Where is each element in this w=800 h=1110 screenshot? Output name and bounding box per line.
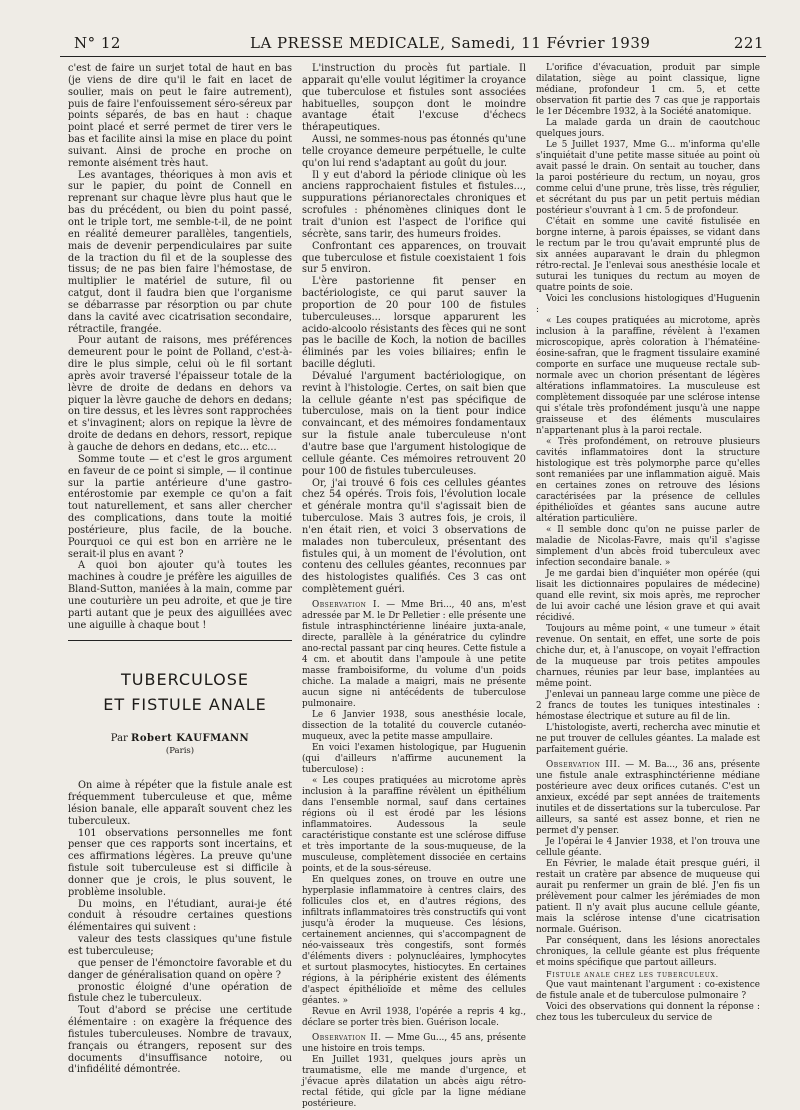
paragraph: Tout d'abord se précise une certitude élémentaire : on exagère la fréquence des fistules tuberculeuses. Nombre de travaux, français ou étrangers, reposent sur des documents d'insuffisance notoire, ou d'infidélité démontrée. xyxy=(68,1005,292,1076)
observation-text: — M. Ba..., 36 ans, présente une fistule anale extrasphinctérienne médiane postérieure avec deux orifices cutanés. C'est un anxieux, excédé par sept années de traitements inutiles et de dissertations sur la tuberculose. Par ailleurs, sa santé est assez bonne, et rien ne permet d'y penser. xyxy=(536,760,761,836)
paragraph: On aime à répéter que la fistule anale est fréquemment tuberculeuse et que, même lésion banale, elle apparaît souvent chez les tuberculeux. xyxy=(68,780,292,827)
paragraph: Confrontant ces apparences, on trouvait que tuberculose et fistule coexistaient 1 fois sur 5 environ. xyxy=(302,240,526,276)
observation-2 xyxy=(302,1033,526,1110)
paragraph: Somme toute — et c'est le gros argument en faveur de ce point si simple, — il continue sur la partie antérieure d'une gastro-entérostomie par exemple ce qu'on a fait tout naturellement, et sans aller chercher des complications, dans toute la moitié postérieure, plus facile, de la bouche. Pourquoi ce qui est bon en arrière ne le serait-il plus en avant ? xyxy=(68,453,292,560)
paragraph: L'histologiste, averti, rechercha avec minutie et ne put trouver de cellules géantes. La malade est parfaitement guérie. xyxy=(536,723,760,755)
observation-heading: Observation I. xyxy=(312,599,381,610)
paragraph: L'orifice d'évacuation, produit par simple dilatation, siège au point classique, ligne médiane, profondeur 1 cm. 5, et cette observation fit partie des 7 cas que je rapportais le 1er Décembre 1932, à la Société anatomique. xyxy=(536,63,760,117)
paragraph: Je me gardai bien d'inquiéter mon opérée (qui lisait les dictionnaires populaires de médecine) quand elle revint, six mois après, me reprocher de lui avoir caché une lésion grave et qui avait récidivé. xyxy=(536,569,760,623)
paragraph: Je l'opérai le 4 Janvier 1938, et l'on trouva une cellule géante. xyxy=(536,837,760,858)
column-left xyxy=(68,63,292,1076)
paragraph: La malade garda un drain de caoutchouc quelques jours. xyxy=(536,118,760,139)
observation-paragraph xyxy=(302,1033,526,1055)
paragraph: En Juillet 1931, quelques jours après un traumatisme, elle me mande d'urgence, et j'évacue après dilatation un abcès aigu rétro-rectal fétide, qui gîcle par la ligne médiane postérieure. xyxy=(302,1054,526,1109)
journal-title-date: LA PRESSE MEDICALE, Samedi, 11 Février 1939 xyxy=(250,34,651,52)
paragraph: 101 observations personnelles me font penser que ces rapports sont incertains, et ces affirmations légères. La preuve qu'une fistule soit tuberculeuse est si difficile à donner que je crois, le plus souvent, le problème insoluble. xyxy=(68,827,292,898)
paragraph: Le 5 Juillet 1937, Mme G... m'informa qu'elle s'inquiétait d'une petite masse située au point où avait passé le drain. On sentait au toucher, dans la paroi postérieure du rectum, un noyau, gros comme celui d'une prune, très lisse, très régulier, et sécrétant du pus par un petit pertuis médian postérieur s'ouvrant à 1 cm. 5 de profondeur. xyxy=(536,140,760,216)
paragraph: Aussi, ne sommes-nous pas étonnés qu'une telle croyance demeure perpétuelle, le culte qu'on lui rend s'adaptant au goût du jour. xyxy=(302,134,526,169)
observation-heading: Observation III. xyxy=(546,760,621,770)
paragraph: En voici l'examen histologique, par Huguenin (qui d'ailleurs n'affirme aucunement la tuberculose) : xyxy=(302,742,526,775)
author-affiliation: (Paris) xyxy=(165,746,195,757)
paragraph: Que vaut maintenant l'argument : co-existence de fistule anale et de tuberculose pulmonaire ? xyxy=(536,980,760,1001)
paragraph: C'était en somme une cavité fistulisée en borgne interne, à parois épaisses, se vidant dans le rectum par le trou qu'avait emprunté plus de six années auparavant le drain du phlegmon rétro-rectal. Je l'enlevai sous anesthésie locale et suturai les tuniques du rectum au moyen de quatre points de soie. xyxy=(536,217,760,293)
issue-number: N° 12 xyxy=(74,34,121,52)
observation-text: — Mme Gu..., 45 ans, présente une histoire en trois temps. xyxy=(302,1032,527,1054)
paragraph: Il y eut d'abord la période clinique où les anciens rapprochaient fistules et fistules..., suppurations périanorectales chroniques et scrofules : phénomènes cliniques dont le trait d'union est l'aspect de l'orifice qui sécrète, sans tarir, des humeurs froides. xyxy=(302,169,526,240)
column-right xyxy=(536,63,760,1063)
paragraph: Par conséquent, dans les lésions anorectales chroniques, la cellule géante est plus fréquente et moins spécifique que partout ailleurs. xyxy=(536,936,760,968)
paragraph: L'instruction du procès fut partiale. Il apparait qu'elle voulut légitimer la croyance que tuberculose et fistules sont associées habituelles, soupçon dont le moindre avantage était l'excuse d'échecs thérapeutiques. xyxy=(302,63,526,134)
paragraph: En quelques zones, on trouve en outre une hyperplasie inflammatoire à centres clairs, des follicules clos et, en d'autres régions, des infiltrats inflammatoires très constructifs qui vont jusqu'à éroder la muqueuse. Ces lésions, certainement anciennes, qui s'accompagnent de néo-vaisseaux très congestifs, sont formés d'éléments divers : polynucléaires, lymphocytes et surtout plasmocytes, histiocytes. En certaines régions, à la périphérie existent des éléments d'aspect épithélioïde et même des cellules géantes. » xyxy=(302,874,526,1006)
section-heading: Fistule anale chez les tuberculeux. xyxy=(546,970,720,979)
article-title-line-1: TUBERCULOSE xyxy=(121,669,249,689)
paragraph: c'est de faire un surjet total de haut en bas (je viens de dire qu'il le fait en lacet de soulier, mais on peut le faire autrement), puis de faire l'enfouissement séro-séreux par points séparés, de bas en haut : chaque point placé et serré permet de tirer vers le bas et facilite ainsi la mise en place du point suivant. Ainsi de proche en proche on remonte aisément très haut. xyxy=(68,63,292,169)
paragraph: Pour autant de raisons, mes préférences demeurent pour le point de Polland, c'est-à-dire le plus simple, celui où le fil sortant après avoir traversé l'épaisseur totale de la lèvre de droite de dedans en dehors va piquer la lèvre gauche de dehors en dedans; on tire dessus, et les lèvres sont rapprochées et s'invaginent; alors on repique la lèvre de droite de dedans en dehors, ressort, repique à gauche de dehors en dedans, etc... etc... xyxy=(68,335,292,453)
paragraph: L'ère pastorienne fit penser en bactériologiste, ce qui parut sauver la proportion de 20 pour 100 de fistules tuberculeuses... lorsque apparurent les acido-alcoolo résistants des fèces qui ne sont pas le bacille de Koch, la notion de bacilles éliminés par les voies biliaires; enfin le bacille dégluti. xyxy=(302,276,526,371)
paragraph: pronostic éloigné d'une opération de fistule chez le tuberculeux. xyxy=(68,981,292,1005)
column-middle xyxy=(302,63,527,1109)
paragraph: Voici des observations qui donnent la réponse : chez tous les tuberculeux du service de xyxy=(536,1002,760,1023)
byline xyxy=(68,733,292,745)
observation-heading: Observation II. xyxy=(312,1032,382,1043)
paragraph: valeur des tests classiques qu'une fistule est tuberculeuse; xyxy=(68,934,292,957)
paragraph: J'enlevai un panneau large comme une pièce de 2 francs de toutes les tuniques intestinales : hémostase électrique et suture au fil de lin. xyxy=(536,690,760,722)
paragraph: Or, j'ai trouvé 6 fois ces cellules géantes chez 54 opérés. Trois fois, l'évolution locale et générale montra qu'il s'agissait bien de tuberculose. Mais 3 autres fois, je crois, il n'en était rien, et voici 3 observations de malades non tuberculeux, présentant des fistules qui, à un moment de l'évolution, ont contenu des cellules géantes, reconnues par des histologistes qualifiés. Ces 3 cas ont complètement guéri. xyxy=(302,477,526,596)
byline-par: Par xyxy=(110,732,128,744)
paragraph: Le 6 Janvier 1938, sous anesthésie locale, dissection de la totalité du couvercle cutanéo-muqueux, avec la petite masse ampullaire. xyxy=(302,709,526,742)
paragraph: « Très profondément, on retrouve plusieurs cavités inflammatoires dont la structure histologique est très polymorphe parce qu'elles sont remaniées par une inflammation aiguë. Mais en certaines zones on retrouve des lésions caractérisées par la présence de cellules épithélioïdes et géantes sans aucune autre altération particulière. xyxy=(536,437,760,524)
paragraph: « Il semble donc qu'on ne puisse parler de maladie de Nicolas-Favre, mais qu'il s'agisse simplement d'un abcès froid tuberculeux avec infection secondaire banale. » xyxy=(536,525,760,568)
paragraph: Toujours au même point, « une tumeur » était revenue. On sentait, en effet, une sorte de pois chiche dur, et, à l'anuscope, on voyait l'effraction de la muqueuse par trois petites ampoules charnues, réunies par leur base, implantées au même point. xyxy=(536,624,760,689)
observation-1 xyxy=(302,600,526,1029)
paragraph: Revue en Avril 1938, l'opérée a repris 4 kg., déclare se porter très bien. Guérison locale. xyxy=(302,1006,526,1028)
observation-text: — Mme Bri..., 40 ans, m'est adressée par M. le Dr Pelletier : elle présente une fistule intrasphinctérienne linéaire juxta-anale, directe, parallèle à la génératrice du cylindre ano-rectal passant par cinq heures. Cette fistule a 4 cm. et aboutit dans l'ampoule à une petite masse framboisiforme, du volume d'un poids chiche. La malade a maigri, mais ne présente aucun signe ni antécédents de tuberculose pulmonaire. xyxy=(302,599,526,709)
author-name: Robert KAUFMANN xyxy=(131,732,250,744)
article-divider xyxy=(68,640,292,641)
paragraph: « Les coupes pratiquées au microtome, après inclusion à la paraffine, révèlent à l'examen microscopique, après coloration à l'hématéine-éosine-safran, que le fragment tissulaire examiné comporte en surface une muqueuse rectale sub-normale avec un chorion présentant de légères altérations inflammatoires. La musculeuse est complètement dissoquée par une sclérose intense qui s'étale très profondément jusqu'à une nappe graisseuse et des éléments musculaires n'appartenant plus à la paroi rectale. xyxy=(536,316,760,436)
paragraph: Voici les conclusions histologiques d'Huguenin : xyxy=(536,294,760,315)
paragraph: Du moins, en l'étudiant, aurai-je été conduit à résoudre certaines questions élémentaires qui suivent : xyxy=(68,898,292,934)
paragraph: Dévalué l'argument bactériologique, on revint à l'histologie. Certes, on sait bien que la cellule géante n'est pas spécifique de tuberculose, mais on la tient pour indice convaincant, et des mémoires fondamentaux sur la fistule anale tuberculeuse n'ont d'autre base que l'argument histologique de cellule géante. Ces mémoires retrouvent 20 pour 100 de fistules tuberculeuses. xyxy=(302,370,526,477)
paragraph: Les avantages, théoriques à mon avis et sur le papier, du point de Connell en reprenant sur chaque lèvre plus haut que le bas du précédent, ou bien du point passé, ont le triple tort, me semble-t-il, de ne point en réalité demeurer parallèles, tangentiels, mais de devenir perpendiculaires par suite de la traction du fil et de la souplesse des tissus; de ne pas bien faire l'hémostase, de multiplier le matériel de suture, fil ou catgut, dont il faudra bien que l'organisme se débarrasse par résorption ou par chute dans la cavité avec cicatrisation secondaire, rétractile, frangée. xyxy=(68,169,292,335)
paragraph: A quoi bon ajouter qu'à toutes les machines à coudre je préfère les aiguilles de Bland-Sutton, maniées à la main, comme par une couturière un peu adroite, et que je tire parti autant que je peux des aiguillées avec une aiguille à chaque bout ! xyxy=(68,560,292,631)
article-title-line-2: ET FISTULE ANALE xyxy=(103,694,267,714)
paragraph: En Février, le malade était presque guéri, il restait un cratère par absence de muqueuse qui aurait pu renfermer un grain de blé. J'en fis un prélèvement pour calmer les jérémiades de mon patient. Il n'y avait plus aucune cellule géante, mais la sclérose intense d'une cicatrisation normale. Guérison. xyxy=(536,859,760,935)
page-header xyxy=(60,34,766,57)
paragraph: « Les coupes pratiquées au microtome après inclusion à la paraffine révèlent un épithélium dans l'ensemble normal, sauf dans certaines régions où il est érodé par les lésions inflammatoires. Audessous la seule caractéristique constante est une sclérose diffuse et très importante de la sous-muqueuse, de la musculeuse, complètement dissociée en certains points, et de la sous-séreuse. xyxy=(302,775,526,874)
observation-paragraph xyxy=(536,760,760,837)
observation-paragraph xyxy=(302,600,526,710)
page-number: 221 xyxy=(733,34,764,52)
paragraph: que penser de l'émonctoire favorable et du danger de généralisation quand on opère ? xyxy=(68,957,292,981)
